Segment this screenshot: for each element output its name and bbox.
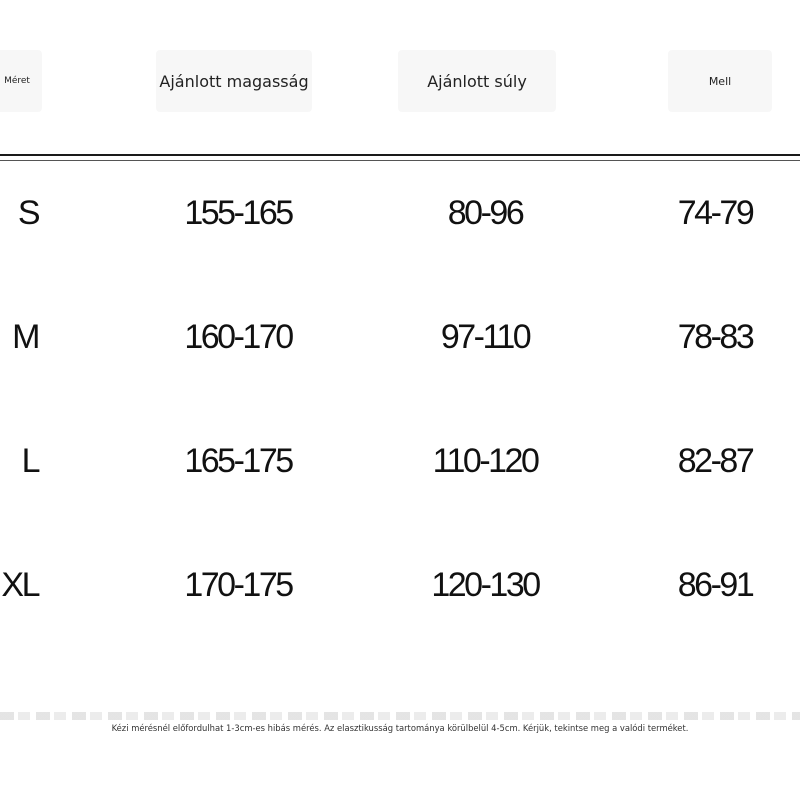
- height-cell: 155-165: [184, 194, 292, 232]
- header-recommended-weight: Ajánlott súly: [398, 50, 556, 112]
- header-recommended-height: Ajánlott magasság: [156, 50, 312, 112]
- table-row: [0, 183, 800, 243]
- chest-cell: 86-91: [677, 566, 753, 604]
- chest-cell: 82-87: [677, 442, 753, 480]
- size-cell: M: [12, 318, 38, 356]
- weight-cell: 97-110: [440, 318, 530, 356]
- header-divider: [0, 154, 800, 156]
- measurement-footnote: Kézi mérésnél előfordulhat 1-3cm-es hibás mérés. Az elasztikusság tartománya körülbelül 4-5cm. Kérjük, tekintse meg a valódi terméket.: [0, 720, 800, 736]
- chest-cell: 74-79: [677, 194, 753, 232]
- size-cell: XL: [1, 566, 38, 604]
- table-row: [0, 431, 800, 491]
- weight-cell: 80-96: [447, 194, 523, 232]
- height-cell: 170-175: [184, 566, 292, 604]
- weight-cell: 120-130: [431, 566, 539, 604]
- table-row: [0, 555, 800, 615]
- header-size: Méret: [0, 50, 42, 112]
- height-cell: 160-170: [184, 318, 292, 356]
- height-cell: 165-175: [184, 442, 292, 480]
- size-cell: S: [17, 194, 38, 232]
- size-cell: L: [21, 442, 38, 480]
- header-divider-thin: [0, 160, 800, 161]
- chest-cell: 78-83: [677, 318, 753, 356]
- weight-cell: 110-120: [432, 442, 538, 480]
- header-chest: Mell: [668, 50, 772, 112]
- table-row: [0, 307, 800, 367]
